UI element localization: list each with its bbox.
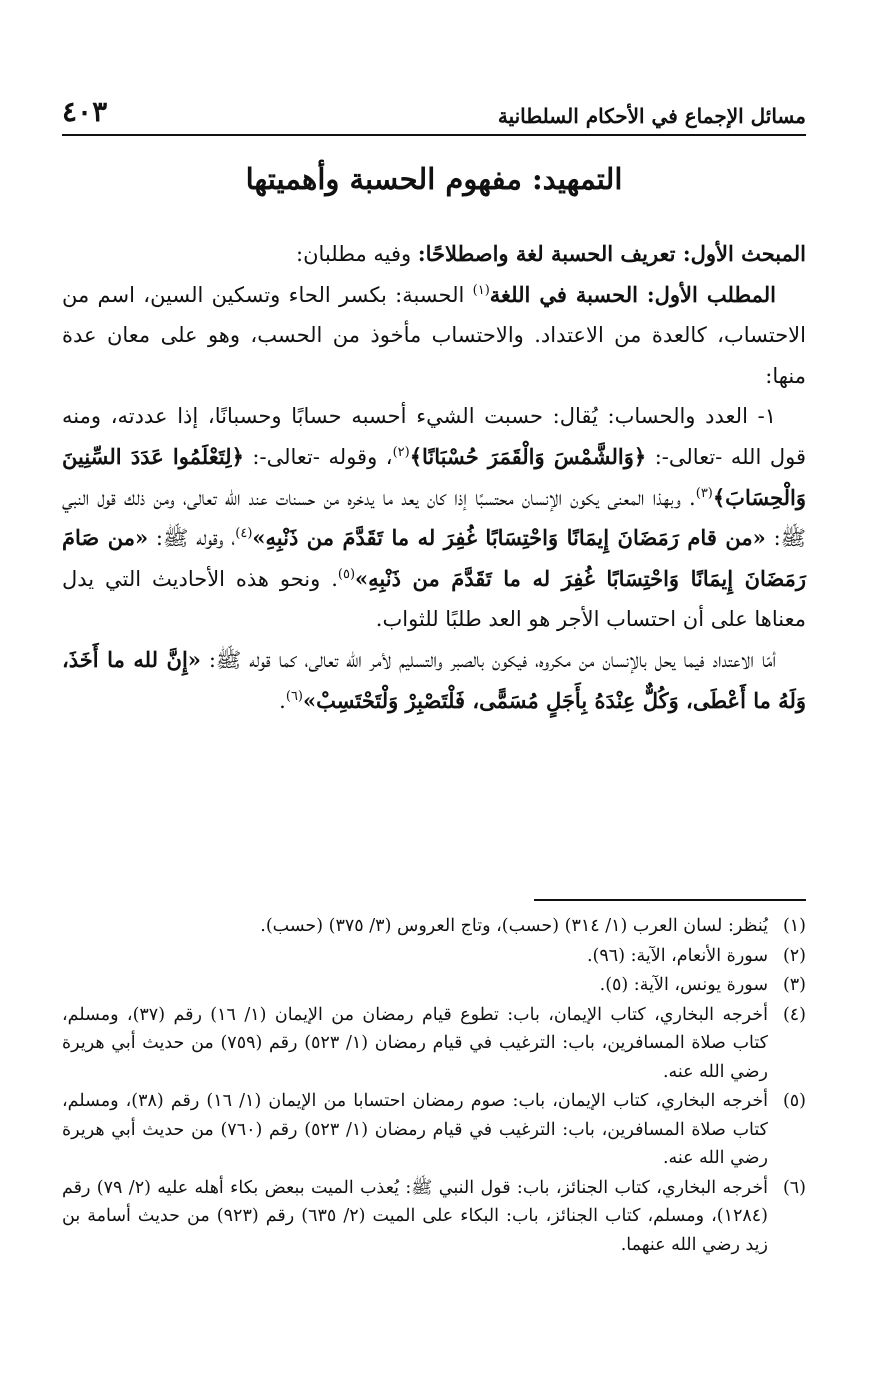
- footnote: [62, 942, 806, 971]
- quran-verse: ﴿لِتَعْلَمُوا عَدَدَ السِّنِينَ وَالْحِسَابَ﴾: [62, 443, 807, 510]
- footnote-text: أخرجه البخاري، كتاب الجنائز، باب: قول النبي ﷺ: يُعذب الميت ببعض بكاء أهله عليه (٢/ ٧٩) رقم (١٢٨٤)، ومسلم، كتاب الجنائز، باب: البكاء على الميت (٢/ ٦٣٥) رقم (٩٢٣) من حديث أسامة بن زيد رضي الله عنهما.: [62, 1177, 768, 1255]
- footnote-ref-3: (٣): [695, 485, 713, 501]
- footnote-number: (٥): [782, 1091, 806, 1111]
- quran-verse: ﴿وَالشَّمْسَ وَالْقَمَرَ حُسْبَانًا﴾: [409, 443, 647, 469]
- footnote-ref-6: (٦): [285, 688, 303, 704]
- paragraph-text: الحسبة: بكسر الحاء وتسكين السين، اسم من الاحتساب، كالعدة من الاعتداد. والاحتساب مأخوذ من الحسب، وهو على معان عدة منها:: [62, 282, 806, 388]
- footnote: [62, 971, 806, 1000]
- footnote-text: أخرجه البخاري، كتاب الإيمان، باب: تطوع قيام رمضان من الإيمان (١/ ١٦) رقم (٣٧)، ومسلم، كتاب صلاة المسافرين، باب: الترغيب في قيام رمضان (١/ ٥٢٣) رقم (٧٥٩) من حديث أبي هريرة رضي الله عنه.: [62, 1004, 768, 1082]
- chapter-title: التمهيد: مفهوم الحسبة وأهميتها: [245, 162, 623, 196]
- paragraph-text: . وبهذا المعنى يكون الإنسان محتسبًا إذا كان يعد ما يدخره من حسنات عند الله تعالى، ومن ذلك قول النبي ﷺ:: [62, 485, 807, 551]
- hadith-quote: «من قام رَمَضَانَ إِيمَانًا وَاحْتِسَابًا غُفِرَ له ما تَقَدَّمَ من ذَنْبِهِ»: [252, 525, 766, 551]
- footnote-number: (١): [782, 916, 806, 936]
- paragraph-text: ١- العدد والحساب: يُقال: حسبت الشيء أحسبه حسابًا وحسبانًا، إذا عددته، ومنه قول الله -تعالى-:: [62, 404, 806, 469]
- footnote-text: سورة الأنعام، الآية: (٩٦).: [586, 945, 768, 966]
- footnote-ref-4: (٤): [235, 526, 253, 542]
- header-rule: [62, 134, 806, 136]
- section-heading: المبحث الأول: تعريف الحسبة لغة واصطلاحًا:: [417, 241, 806, 266]
- main-text: [62, 234, 806, 721]
- running-title: مسائل الإجماع في الأحكام السلطانية: [497, 104, 806, 128]
- paragraph-text: ، وقوله ﷺ:: [148, 526, 236, 551]
- footnote-ref-5: (٥): [337, 566, 356, 582]
- footnote: [62, 912, 806, 941]
- paragraph-text: .: [279, 688, 286, 713]
- paragraph-lexical-definition: [62, 275, 806, 397]
- footnote-text: يُنظر: لسان العرب (١/ ٣١٤) (حسب)، وتاج العروس (٣/ ٣٧٥) (حسب).: [260, 916, 768, 936]
- footnote-text: أخرجه البخاري، كتاب الإيمان، باب: صوم رمضان احتسابا من الإيمان (١/ ١٦) رقم (٣٨)، ومسلم، كتاب صلاة المسافرين، باب: الترغيب في قيام رمضان (١/ ٥٢٣) رقم (٧٦٠) من حديث أبي هريرة رضي الله عنه.: [62, 1091, 768, 1168]
- running-head: [62, 88, 806, 128]
- paragraph-text: أمّا الاعتداد فيما يحل بالإنسان من مكروه، فيكون بالصبر والتسليم لأمر الله تعالى، كما قوله ﷺ:: [200, 647, 776, 672]
- hadith-quote: «من صَامَ رَمَضَانَ إِيمَانًا وَاحْتِسَابًا غُفِرَ له ما تَقَدَّمَ من ذَنْبِهِ»: [62, 525, 806, 591]
- footnote-number: (٣): [782, 975, 806, 995]
- subsection-heading: المطلب الأول: الحسبة في اللغة: [489, 281, 776, 307]
- footnotes: [62, 912, 806, 1260]
- paragraph-text: ، وقوله -تعالى-:: [243, 444, 393, 469]
- paragraph-text: . ونحو هذه الأحاديث التي يدل معناها على أن احتساب الأجر هو العد طلبًا للثواب.: [62, 566, 806, 632]
- footnote-number: (٤): [782, 1004, 806, 1025]
- footnote-number: (٦): [782, 1177, 806, 1198]
- paragraph-counting-meaning: [62, 396, 806, 640]
- footnote-ref-1: (١): [472, 282, 490, 298]
- footnote: [62, 1001, 806, 1087]
- section-heading-paragraph: [62, 234, 806, 275]
- footnote-text: سورة يونس، الآية: (٥).: [599, 975, 768, 995]
- page-number: ٤٠٣: [62, 95, 108, 128]
- footnote: [62, 1087, 806, 1173]
- footnote-separator: [534, 899, 806, 901]
- paragraph-patience-meaning: [62, 640, 806, 721]
- footnote-number: (٢): [782, 945, 806, 966]
- footnote-ref-2: (٢): [392, 444, 410, 460]
- section-heading-rest: وفيه مطلبان:: [296, 242, 418, 266]
- hadith-quote: «إِنَّ لله ما أَخَذَ، وَلَهُ ما أَعْطَى، وَكُلٌّ عِنْدَهُ بِأَجَلٍ مُسَمًّى، فَلْتَصْبِرْ وَلْتَحْتَسِبْ»: [62, 646, 806, 713]
- footnote: [62, 1174, 806, 1260]
